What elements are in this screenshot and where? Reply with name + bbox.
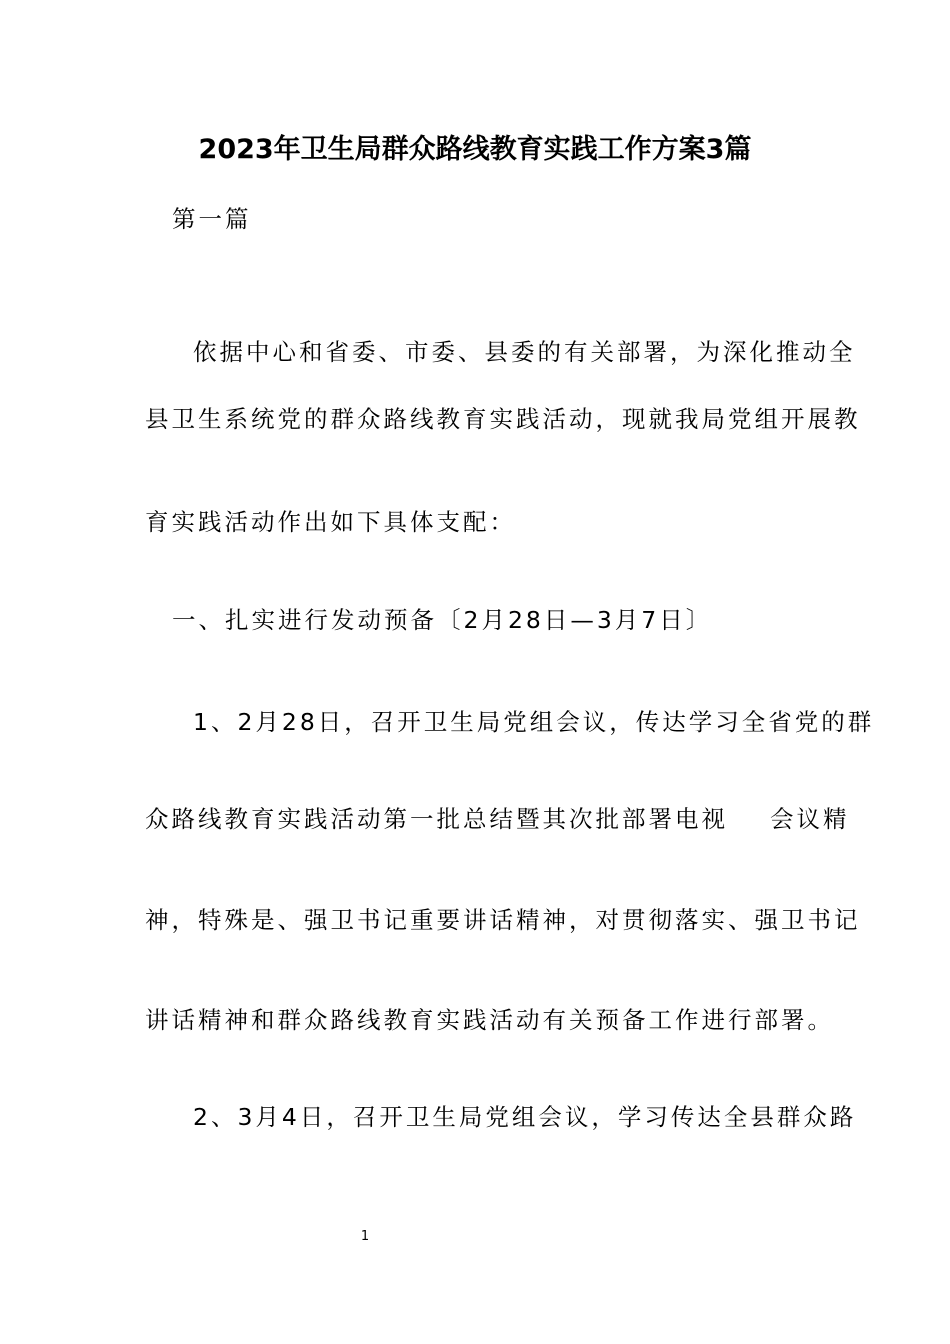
paragraph-2-line-2 xyxy=(145,802,850,836)
paragraph-2-line-1: 1、2月28日，召开卫生局党组会议，传达学习全省党的群 xyxy=(193,708,875,736)
paragraph-1-line-3: 育实践活动作出如下具体支配： xyxy=(145,508,516,536)
paragraph-2-line-2-part-1: 众路线教育实践活动第一批总结暨其次批部署电视 xyxy=(145,805,728,833)
paragraph-1-line-1: 依据中心和省委、市委、县委的有关部署，为深化推动全 xyxy=(193,338,856,366)
paragraph-3-line-1: 2、3月4日，召开卫生局党组会议，学习传达全县群众路 xyxy=(193,1103,857,1131)
section-heading-1: 一、扎实进行发动预备〔2月28日—3月7日〕 xyxy=(172,606,713,634)
paragraph-2-line-4: 讲话精神和群众路线教育实践活动有关预备工作进行部署。 xyxy=(145,1006,834,1034)
page-number: 1 xyxy=(360,1229,370,1244)
paragraph-2-line-2-part-2: 会议精 xyxy=(770,805,850,833)
document-title: 2023年卫生局群众路线教育实践工作方案3篇 xyxy=(198,134,752,165)
section-label: 第一篇 xyxy=(172,205,252,233)
paragraph-2-line-3: 神，特殊是、强卫书记重要讲话精神，对贯彻落实、强卫书记 xyxy=(145,906,861,934)
paragraph-1-line-2: 县卫生系统党的群众路线教育实践活动，现就我局党组开展教 xyxy=(145,405,861,433)
